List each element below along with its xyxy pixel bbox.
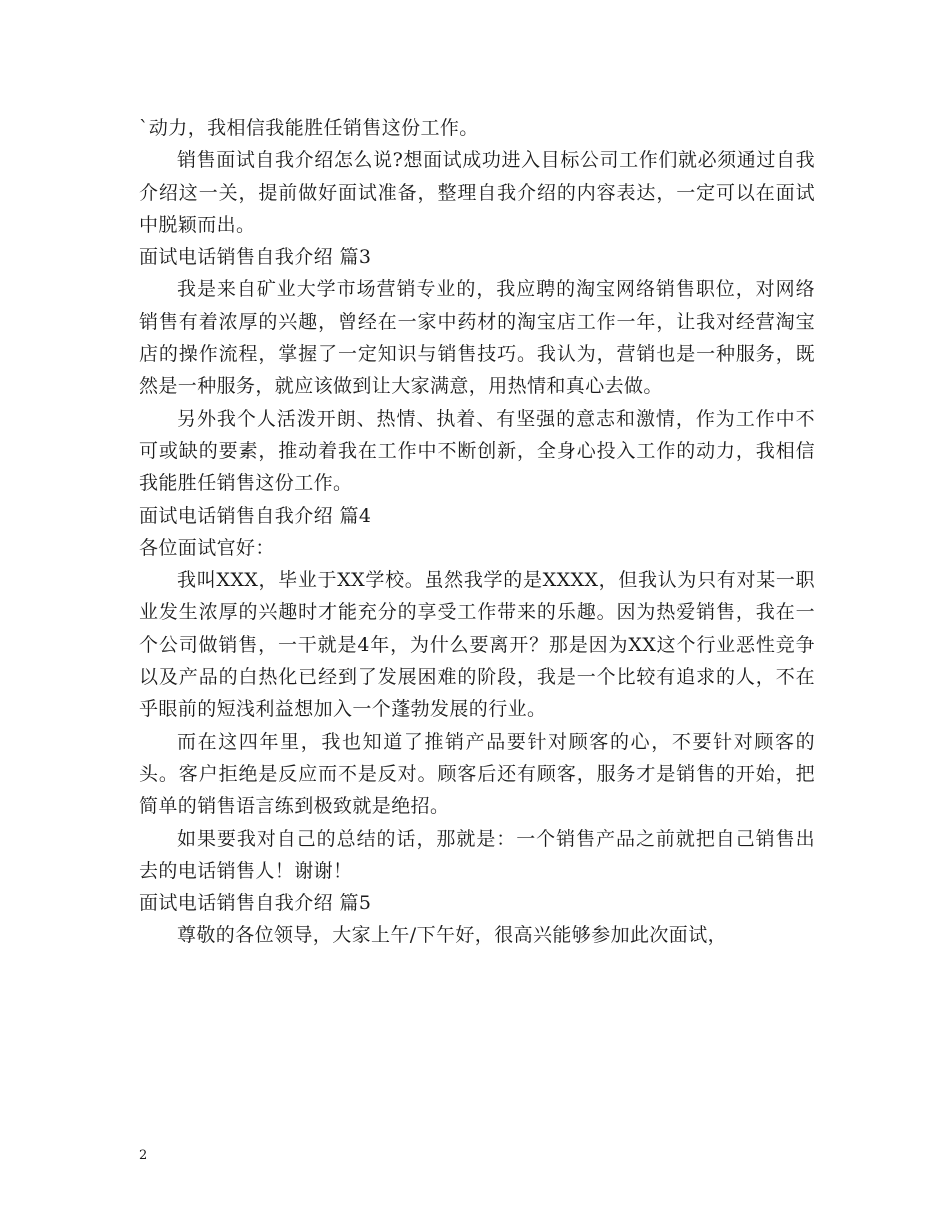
paragraph: 另外我个人活泼开朗、热情、执着、有坚强的意志和激情，作为工作中不可或缺的要素，推动着我在工作中不断创新，全身心投入工作的动力，我相信我能胜任销售这份工作。 <box>139 407 815 495</box>
paragraph: 我是来自矿业大学市场营销专业的，我应聘的淘宝网络销售职位，对网络销售有着浓厚的兴趣，曾经在一家中药材的淘宝店工作一年，让我对经营淘宝店的操作流程，掌握了一定知识与销售技巧。我认为，营销也是一种服务，既然是一种服务，就应该做到让大家满意，用热情和真心去做。 <box>139 278 815 398</box>
greeting-line: 各位面试官好： <box>139 536 275 559</box>
page-number: 2 <box>139 1148 148 1163</box>
paragraph: 我叫XXX，毕业于XX学校。虽然我学的是XXXX，但我认为只有对某一职业发生浓厚的兴趣时才能充分的享受工作带来的乐趣。因为热爱销售，我在一个公司做销售，一干就是4年，为什么要离开？那是因为XX这个行业恶性竞争以及产品的白热化已经到了发展困难的阶段，我是一个比较有追求的人，不在乎眼前的短浅利益想加入一个蓬勃发展的行业。 <box>139 569 815 721</box>
section-heading: 面试电话销售自我介绍 篇5 <box>139 892 372 915</box>
section-heading: 面试电话销售自我介绍 篇3 <box>139 246 372 269</box>
section-heading: 面试电话销售自我介绍 篇4 <box>139 504 372 527</box>
paragraph: 尊敬的各位领导，大家上午/下午好，很高兴能够参加此次面试， <box>177 924 728 947</box>
paragraph: 销售面试自我介绍怎么说?想面试成功进入目标公司工作们就必须通过自我介绍这一关，提前做好面试准备，整理自我介绍的内容表达，一定可以在面试中脱颖而出。 <box>139 149 815 236</box>
paragraph: 而在这四年里，我也知道了推销产品要针对顾客的心，不要针对顾客的头。客户拒绝是反应而不是反对。顾客后还有顾客，服务才是销售的开始，把简单的销售语言练到极致就是绝招。 <box>139 730 815 818</box>
paragraph: 如果要我对自己的总结的话，那就是：一个销售产品之前就把自己销售出去的电话销售人！谢谢！ <box>139 827 815 882</box>
document-body <box>139 112 815 952</box>
paragraph: `动力，我相信我能胜任销售这份工作。 <box>139 117 479 139</box>
